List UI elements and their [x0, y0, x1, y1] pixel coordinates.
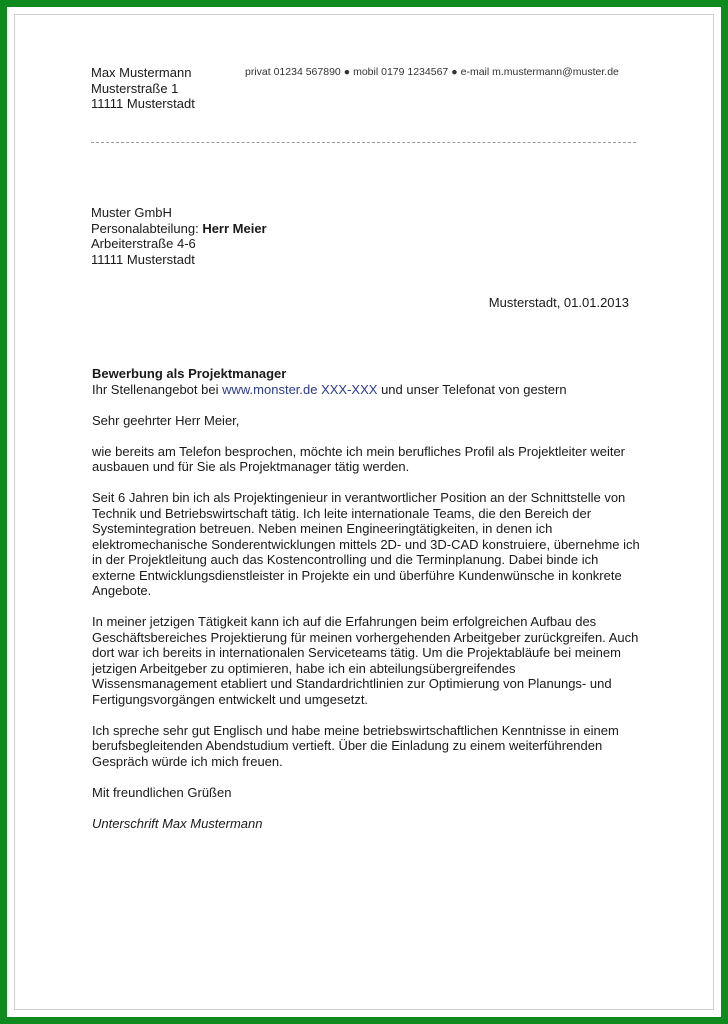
paragraph-experience: Seit 6 Jahren bin ich als Projektingenieur in verantwortlicher Position an der Schnittstelle von Technik und Betriebswirtschaft tätig. Ich leite internationale Teams, die den Bereich der Systemintegration betreuen. Neben meinen Engineeringtätigkeiten, in denen ich elektromechanische Sonderentwicklungen mittels 2D- und 3D-CAD konstruiere, übernehme ich in der Projektleitung auch das Kostencontrolling und die Terminplanung. Dabei binde ich externe Entwicklungsdienstleister in Projekte ein und überführe Kundenwünsche in konkrete Angebote. [92, 490, 640, 598]
reference-suffix: und unser Telefonat von gestern [377, 381, 567, 397]
bullet-icon: ● [451, 66, 458, 78]
subject-title: Bewerbung als Projektmanager [92, 366, 287, 381]
recipient-company: Muster GmbH [91, 205, 172, 220]
paragraph-intro: wie bereits am Telefon besprochen, möchte ich mein berufliches Profil als Projektleiter weiter ausbauen und für Sie als Projektmanager tätig werden. [92, 443, 626, 474]
closing: Mit freundlichen Grüßen [92, 784, 232, 800]
sender-city: 11111 Musterstadt [91, 96, 195, 111]
recipient-address [91, 205, 267, 267]
contact-phone: privat 01234 567890 [245, 66, 341, 78]
contact-line [245, 66, 619, 78]
department-label: Personalabteilung: [91, 220, 203, 236]
contact-email: e-mail m.mustermann@muster.de [460, 66, 619, 78]
letter-date: Musterstadt, 01.01.2013 [488, 295, 629, 310]
recipient-street: Arbeiterstraße 4-6 [91, 236, 196, 251]
signature: Unterschrift Max Mustermann [92, 815, 263, 831]
sender-name: Max Mustermann [91, 65, 192, 80]
bullet-icon: ● [343, 66, 351, 78]
contact-person: Herr Meier [202, 220, 267, 236]
recipient-department [91, 221, 267, 237]
recipient-city: 11111 Musterstadt [91, 251, 195, 267]
sender-street: Musterstraße 1 [91, 80, 179, 96]
job-posting-link[interactable]: www.monster.de XXX-XXX [222, 381, 378, 397]
paragraph-skills: Ich spreche sehr gut Englisch und habe meine betriebswirtschaftlichen Kenntnisse in einem berufsbegleitenden Abendstudium vertieft. Über die Einladung zu einem weiterführenden Gespräch würde ich mich freuen. [92, 722, 619, 769]
salutation: Sehr geehrter Herr Meier, [92, 412, 240, 428]
sender-address [91, 65, 195, 112]
reference-prefix: Ihr Stellenangebot bei [92, 381, 223, 397]
contact-mobile: mobil 0179 1234567 [353, 66, 449, 78]
subject-reference [92, 382, 640, 398]
paragraph-current-role: In meiner jetzigen Tätigkeit kann ich auf die Erfahrungen beim erfolgreichen Aufbau des Geschäftsbereiches Projektierung für meinen vorhergehenden Arbeitgeber zurückgreifen. Auch dort war ich bereits in internationalen Serviceteams tätig. Um die Projektabläufe bei meinem jetzigen Arbeitgeber zu optimieren, habe ich ein abteilungsübergreifendes Wissensmanagement etabliert und Standardrichtlinien zur Optimierung von Planungs- und Fertigungsvorgängen entwickelt und umgesetzt. [92, 614, 639, 707]
letter-body [92, 366, 640, 831]
header-divider [91, 142, 636, 143]
